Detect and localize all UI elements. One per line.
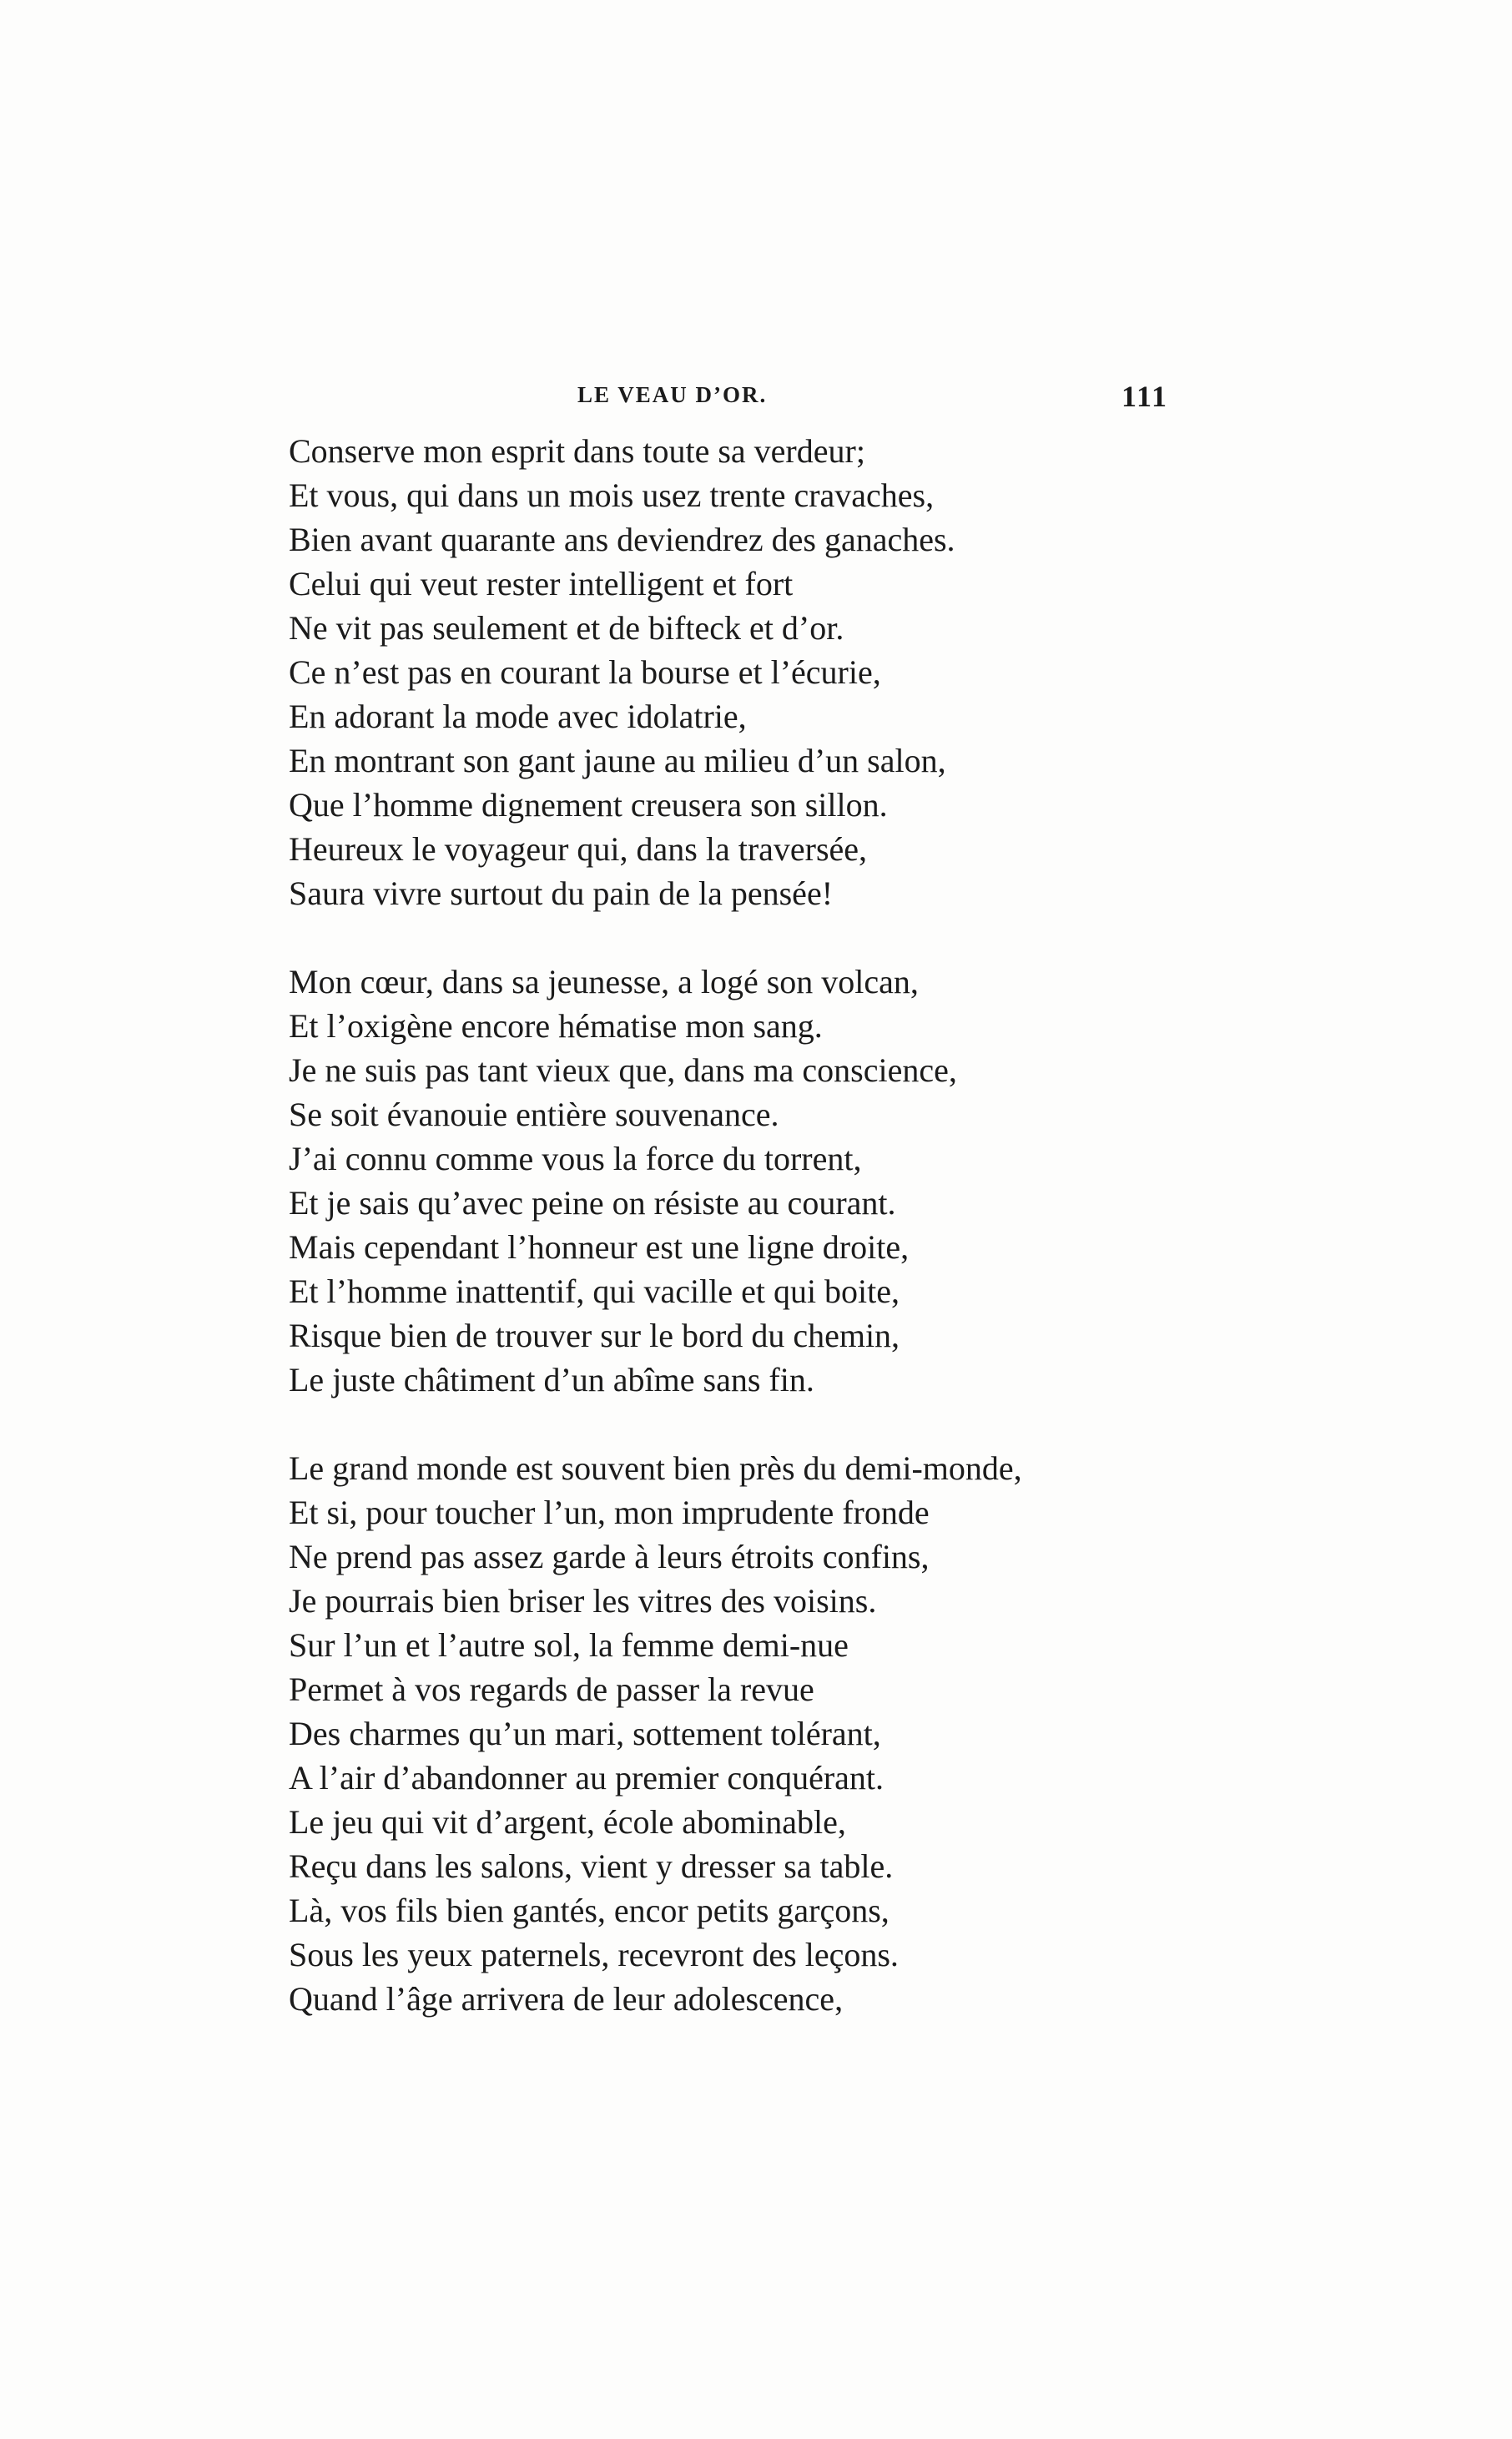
stanza-2 — [289, 960, 1207, 1402]
verse-line: Le juste châtiment d’un abîme sans fin. — [289, 1361, 814, 1398]
stanza-1 — [289, 429, 1207, 915]
verse-line: Et si, pour toucher l’un, mon imprudente fronde — [289, 1494, 930, 1531]
verse-line: Je ne suis pas tant vieux que, dans ma conscience, — [289, 1051, 957, 1089]
verse-line: Ce n’est pas en courant la bourse et l’écurie, — [289, 653, 881, 691]
verse-line: J’ai connu comme vous la force du torrent, — [289, 1140, 862, 1177]
verse-line: Conserve mon esprit dans toute sa verdeur; — [289, 432, 865, 470]
poem — [289, 429, 1207, 2021]
running-title: LE VEAU D’OR. — [577, 382, 768, 407]
verse-line: Celui qui veut rester intelligent et fort — [289, 565, 794, 602]
verse-line: Le jeu qui vit d’argent, école abominable, — [289, 1803, 846, 1841]
verse-line: Heureux le voyageur qui, dans la traversée, — [289, 830, 868, 868]
verse-line: Se soit évanouie entière souvenance. — [289, 1096, 779, 1133]
verse-line: Bien avant quarante ans deviendrez des ganaches. — [289, 521, 955, 558]
verse-line: Le grand monde est souvent bien près du demi-monde, — [289, 1449, 1022, 1487]
verse-line: Risque bien de trouver sur le bord du chemin, — [289, 1317, 900, 1354]
page-number: 111 — [1121, 380, 1168, 413]
verse-line: Et vous, qui dans un mois usez trente cravaches, — [289, 476, 935, 514]
verse-line: Mon cœur, dans sa jeunesse, a logé son volcan, — [289, 963, 919, 1000]
verse-line: Que l’homme dignement creusera son sillon. — [289, 786, 888, 824]
verse-line: Reçu dans les salons, vient y dresser sa table. — [289, 1847, 894, 1885]
verse-line: Ne vit pas seulement et de bifteck et d’or. — [289, 609, 844, 647]
verse-line: En adorant la mode avec idolatrie, — [289, 698, 747, 735]
verse-line: Saura vivre surtout du pain de la pensée! — [289, 874, 834, 912]
stanza-3 — [289, 1446, 1207, 2021]
verse-line: A l’air d’abandonner au premier conquérant. — [289, 1759, 885, 1796]
verse-line: Permet à vos regards de passer la revue — [289, 1671, 814, 1708]
verse-line: Quand l’âge arrivera de leur adolescence, — [289, 1980, 844, 2018]
verse-line: Je pourrais bien briser les vitres des voisins. — [289, 1582, 877, 1620]
verse-line: En montrant son gant jaune au milieu d’un salon, — [289, 742, 946, 779]
verse-line: Là, vos fils bien gantés, encor petits garçons, — [289, 1892, 890, 1929]
verse-line: Des charmes qu’un mari, sottement tolérant, — [289, 1715, 881, 1752]
verse-line: Et l’homme inattentif, qui vacille et qui boite, — [289, 1272, 900, 1310]
verse-line: Et je sais qu’avec peine on résiste au courant. — [289, 1184, 896, 1222]
verse-line: Mais cependant l’honneur est une ligne droite, — [289, 1228, 910, 1266]
verse-line: Sur l’un et l’autre sol, la femme demi-nue — [289, 1626, 849, 1664]
verse-line: Ne prend pas assez garde à leurs étroits confins, — [289, 1538, 930, 1575]
verse-line: Et l’oxigène encore hématise mon sang. — [289, 1007, 823, 1045]
page-header — [289, 382, 1168, 419]
verse-line: Sous les yeux paternels, recevront des leçons. — [289, 1936, 899, 1973]
